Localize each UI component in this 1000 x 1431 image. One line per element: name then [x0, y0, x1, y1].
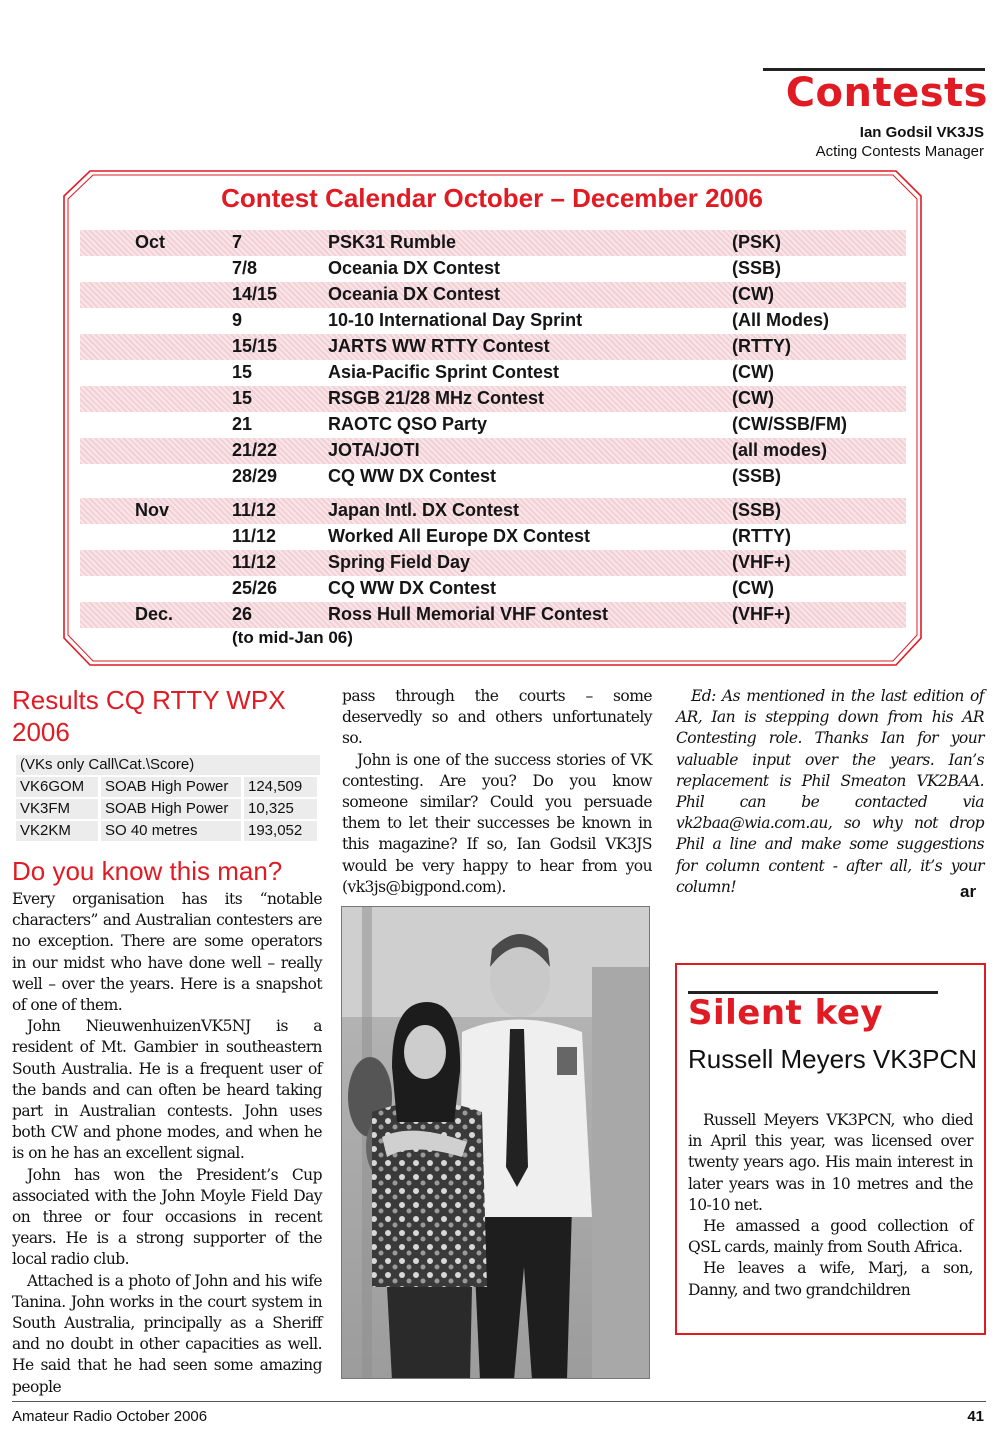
- author-role: Acting Contests Manager: [815, 143, 984, 160]
- calendar-mode: (PSK): [732, 232, 781, 252]
- calendar-contest-name: JOTA/JOTI: [328, 440, 420, 460]
- calendar-month: Dec.: [135, 604, 174, 624]
- table-row: [80, 282, 906, 308]
- calendar-contest-name: CQ WW DX Contest: [328, 466, 496, 486]
- result-score: 10,325: [244, 799, 317, 819]
- calendar-contest-name: Ross Hull Memorial VHF Contest: [328, 604, 609, 624]
- footer-rule: [12, 1401, 986, 1402]
- silent-key-paragraph: He amassed a good collection of QSL cards, mainly from South Africa.: [688, 1217, 973, 1257]
- table-row: [80, 550, 906, 576]
- table-row: [80, 308, 906, 334]
- calendar-date: 7: [232, 232, 243, 252]
- calendar-contest-name: JARTS WW RTTY Contest: [328, 336, 550, 356]
- calendar-mode: (SSB): [732, 258, 781, 278]
- calendar-date: 26: [232, 604, 253, 624]
- calendar-contest-name: Japan Intl. DX Contest: [328, 500, 520, 520]
- results-table: [16, 755, 320, 843]
- table-row: [16, 821, 320, 841]
- calendar-contest-name: Asia-Pacific Sprint Contest: [328, 362, 560, 382]
- calendar-mode: (all modes): [732, 440, 828, 460]
- table-row: [80, 464, 906, 490]
- calendar-date: 11/12: [232, 552, 277, 572]
- result-category: SOAB High Power: [101, 777, 241, 797]
- table-row: [80, 412, 906, 438]
- table-row: [80, 576, 906, 602]
- result-category: SOAB High Power: [101, 799, 241, 819]
- calendar-date: 15: [232, 388, 253, 408]
- calendar-table: [80, 230, 906, 628]
- article-title: Do you know this man?: [12, 856, 283, 886]
- table-row: [80, 360, 906, 386]
- result-call: VK2KM: [16, 821, 98, 841]
- editor-note: [676, 686, 984, 898]
- calendar-month: Oct: [135, 232, 166, 252]
- article-paragraph: Every organisation has its “notable characters” and Australian contesters are no exception. There are some operators in our midst who have done well – really well – over the years. Here is a snapshot of one of them.: [12, 890, 322, 1015]
- table-row: [80, 524, 906, 550]
- silent-key-paragraph: Russell Meyers VK3PCN, who died in April this year, was licensed over twenty years ago. His main interest in later years was in 10 metres and the 10-10 net.: [688, 1111, 973, 1214]
- calendar-mode: (CW): [732, 362, 774, 382]
- calendar-mode: (All Modes): [732, 310, 829, 330]
- result-score: 193,052: [244, 821, 317, 841]
- silent-key-name: Russell Meyers VK3PCN: [688, 1044, 977, 1074]
- calendar-mode: (SSB): [732, 500, 781, 520]
- couple-photo: [341, 906, 650, 1379]
- calendar-date: 7/8: [232, 258, 258, 278]
- result-category: SO 40 metres: [101, 821, 241, 841]
- calendar-date: 14/15: [232, 284, 278, 304]
- article-column-2: [342, 686, 652, 898]
- calendar-date: 21: [232, 414, 253, 434]
- article-paragraph: John NieuwenhuizenVK5NJ is a resident of Mt. Gambier in southeastern South Australia. He is a frequent user of the bands and can often be heard taking part in Australian contests. John uses both CW and phone modes, and when he is on he has an excellent signal.: [12, 1017, 322, 1163]
- calendar-contest-name: Spring Field Day: [328, 552, 471, 572]
- calendar-contest-name: RAOTC QSO Party: [328, 414, 488, 434]
- article-paragraph: pass through the courts – some deservedly so and others unfortunately so.: [342, 687, 652, 748]
- editor-note-text: Ed: As mentioned in the last edition of AR, Ian is stepping down from his AR Contesting role. Thanks Ian for your valuable input over the years. Ian’s replacement is Phil Smeaton VK2BAA. Phil can be contacted via vk2baa@wia.com.au, so why not drop Phil a line and make some suggestions for column content - after all, it’s your column!: [676, 687, 984, 896]
- calendar-contest-name: CQ WW DX Contest: [328, 578, 496, 598]
- calendar-date: 11/12: [232, 500, 277, 520]
- table-row: [80, 256, 906, 282]
- result-score: 124,509: [244, 777, 317, 797]
- calendar-month: Nov: [135, 500, 170, 520]
- table-row: [80, 386, 906, 412]
- author-name: Ian Godsil VK3JS: [859, 124, 984, 141]
- table-row: [80, 438, 906, 464]
- calendar-mode: (VHF+): [732, 604, 791, 624]
- calendar-mode: (VHF+): [732, 552, 791, 572]
- calendar-contest-name: Oceania DX Contest: [328, 284, 501, 304]
- calendar-date: 11/12: [232, 526, 277, 546]
- results-table-header: (VKs only Call\Cat.\Score): [16, 755, 320, 775]
- calendar-mode: (RTTY): [732, 336, 791, 356]
- calendar-mode: (CW): [732, 578, 774, 598]
- calendar-contest-name: 10-10 International Day Sprint: [328, 310, 583, 330]
- article-paragraph: Attached is a photo of John and his wife Tanina. John works in the court system in South Australia, principally as a Sheriff and no doubt in other capacities as well. He said that he had seen some amazing people: [12, 1271, 322, 1396]
- result-call: VK6GOM: [16, 777, 98, 797]
- table-row: [80, 498, 906, 524]
- calendar-mode: (CW): [732, 284, 774, 304]
- calendar-mode: (CW): [732, 388, 774, 408]
- calendar-date: 25/26: [232, 578, 278, 598]
- calendar-contest-name: PSK31 Rumble: [328, 232, 457, 252]
- silent-key-paragraph: He leaves a wife, Marj, a son, Danny, and two grandchildren: [688, 1259, 973, 1299]
- table-row: [16, 777, 320, 797]
- editor-note-signoff: ar: [960, 882, 977, 901]
- table-row: [80, 230, 906, 256]
- page-number: 41: [967, 1408, 984, 1425]
- table-row: [80, 334, 906, 360]
- calendar-date: 15: [232, 362, 253, 382]
- article-paragraph: John is one of the success stories of VK contesting. Are you? Do you know someone similar? Could you persuade them to let their successes be known in this magazine? If so, Ian Godsil VK3JS would be very happy to hear from you (vk3js@bigpond.com).: [342, 750, 652, 896]
- calendar-title: Contest Calendar October – December 2006: [221, 183, 763, 213]
- calendar-footnote: (to mid-Jan 06): [232, 628, 353, 647]
- calendar-mode: (RTTY): [732, 526, 791, 546]
- article-column-1: [12, 889, 322, 1398]
- calendar-contest-name: Worked All Europe DX Contest: [328, 526, 591, 546]
- results-title: Results CQ RTTY WPX 2006: [12, 685, 286, 747]
- table-row: [16, 799, 320, 819]
- publication-name: Amateur Radio October 2006: [12, 1408, 208, 1425]
- result-call: VK3FM: [16, 799, 98, 819]
- calendar-date: 9: [232, 310, 243, 330]
- calendar-date: 15/15: [232, 336, 278, 356]
- calendar-date: 28/29: [232, 466, 278, 486]
- calendar-mode: (CW/SSB/FM): [732, 414, 847, 434]
- calendar-contest-name: Oceania DX Contest: [328, 258, 501, 278]
- article-paragraph: John has won the President’s Cup associated with the John Moyle Field Day on three or four occasions in recent years. He is a strong supporter of the local radio club.: [12, 1165, 322, 1269]
- calendar-date: 21/22: [232, 440, 278, 460]
- silent-key-text: [688, 1110, 973, 1301]
- silent-key-title: Silent key: [688, 993, 884, 1033]
- table-row: [80, 602, 906, 628]
- calendar-mode: (SSB): [732, 466, 781, 486]
- calendar-contest-name: RSGB 21/28 MHz Contest: [328, 388, 545, 408]
- section-title: Contests: [785, 70, 988, 116]
